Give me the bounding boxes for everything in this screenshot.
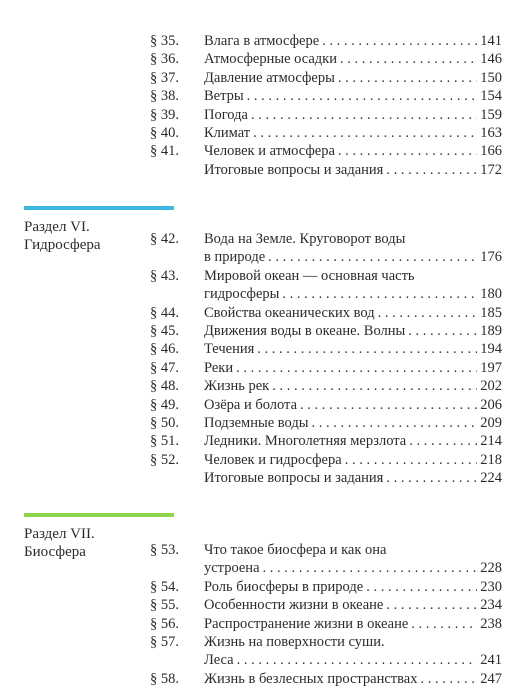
toc-entry <box>150 596 502 614</box>
paragraph-number: § 50. <box>150 415 179 432</box>
section-title: Гидросфера <box>24 237 101 253</box>
page-number: 150 <box>480 69 502 86</box>
paragraph-number: § 37. <box>150 69 179 86</box>
entry-title: Человек и гидросфера <box>204 451 342 468</box>
paragraph-number: § 53. <box>150 542 179 558</box>
entry-title: Человек и атмосфера <box>204 143 335 160</box>
dot-leader <box>408 322 477 340</box>
toc-entry <box>150 578 502 596</box>
toc-entry <box>150 396 502 414</box>
page-number: 234 <box>480 597 502 614</box>
page-number: 228 <box>480 560 502 577</box>
paragraph-number: § 46. <box>150 341 179 358</box>
dot-leader <box>338 142 477 160</box>
page-number: 241 <box>480 652 502 669</box>
page-number: 141 <box>480 33 502 49</box>
page-number: 214 <box>480 433 502 450</box>
entry-title: Жизнь на поверхности суши. <box>204 634 385 651</box>
entry-title: Атмосферные осадки <box>204 51 337 68</box>
dot-leader <box>257 340 477 358</box>
page-number: 172 <box>480 161 502 178</box>
dot-leader <box>378 304 478 322</box>
paragraph-number: § 58. <box>150 670 179 687</box>
toc-entry <box>150 32 502 50</box>
toc-entry <box>150 541 502 578</box>
page-number: 202 <box>480 378 502 395</box>
page-number: 230 <box>480 578 502 595</box>
toc-entry <box>150 304 502 322</box>
toc-entry <box>150 106 502 124</box>
toc-entry <box>150 340 502 358</box>
page-number: 197 <box>480 359 502 376</box>
entry-title: Движения воды в океане. Волны <box>204 323 406 340</box>
toc-entry <box>150 451 502 469</box>
entry-title: Жизнь рек <box>204 378 270 395</box>
entry-title: Течения <box>204 341 255 358</box>
dot-leader <box>311 414 477 432</box>
page-number: 247 <box>480 670 502 687</box>
page-number: 238 <box>480 615 502 632</box>
toc-entry <box>150 670 502 688</box>
dot-leader <box>247 87 478 105</box>
paragraph-number: § 42. <box>150 231 179 247</box>
page-number: 189 <box>480 323 502 340</box>
dot-leader <box>300 396 477 414</box>
paragraph-number: § 40. <box>150 125 179 142</box>
dot-leader <box>322 32 477 50</box>
dot-leader <box>236 359 477 377</box>
page-number: 154 <box>480 88 502 105</box>
page-number: 224 <box>480 470 502 487</box>
dot-leader <box>420 670 477 688</box>
paragraph-number: § 56. <box>150 615 179 632</box>
dot-leader <box>237 651 478 669</box>
dot-leader <box>340 50 477 68</box>
entry-title: Распространение жизни в океане <box>204 615 409 632</box>
page-number: 194 <box>480 341 502 358</box>
entry-title: Жизнь в безлесных пространствах <box>204 670 418 687</box>
section-accent-bar <box>24 206 174 210</box>
dot-leader <box>282 285 477 303</box>
paragraph-number: § 57. <box>150 634 179 651</box>
toc-entry <box>150 69 502 87</box>
paragraph-number: § 35. <box>150 33 179 49</box>
entry-title: Реки <box>204 359 234 376</box>
toc-entry <box>150 161 502 179</box>
toc-entry <box>150 230 502 267</box>
entry-title: Погода <box>204 106 248 123</box>
toc-entry <box>150 142 502 160</box>
entry-title: Климат <box>204 125 251 142</box>
paragraph-number: § 52. <box>150 451 179 468</box>
dot-leader <box>386 469 477 487</box>
toc-entry <box>150 50 502 68</box>
toc-entry <box>150 469 502 487</box>
page-number: 218 <box>480 451 502 468</box>
entry-title: Свойства океанических вод <box>204 304 375 321</box>
entry-title: Роль биосферы в природе <box>204 578 364 595</box>
entry-title: устроена <box>204 560 260 577</box>
entry-title: Мировой океан — основная часть <box>204 267 415 284</box>
page-number: 180 <box>480 286 502 303</box>
paragraph-number: § 36. <box>150 51 179 68</box>
entry-title: Особенности жизни в океане <box>204 597 384 614</box>
entry-title: Озёра и болота <box>204 396 298 413</box>
section-title: Биосфера <box>24 544 86 560</box>
page-number: 206 <box>480 396 502 413</box>
toc-entry <box>150 359 502 377</box>
dot-leader <box>409 432 477 450</box>
dot-leader <box>268 248 477 266</box>
toc-entry <box>150 633 502 670</box>
entry-title: в природе <box>204 249 266 266</box>
page-number: 146 <box>480 51 502 68</box>
toc-entry <box>150 377 502 395</box>
toc-entry <box>150 87 502 105</box>
page-number: 176 <box>480 249 502 266</box>
paragraph-number: § 41. <box>150 143 179 160</box>
entry-list <box>150 541 502 688</box>
dot-leader <box>366 578 477 596</box>
entry-list <box>150 32 502 179</box>
entry-list <box>150 230 502 488</box>
paragraph-number: § 45. <box>150 323 179 340</box>
dot-leader <box>338 69 477 87</box>
dot-leader <box>386 596 477 614</box>
dot-leader <box>386 161 477 179</box>
page-number: 209 <box>480 415 502 432</box>
entry-title: гидросферы <box>204 286 280 303</box>
entry-title: Что такое биосфера и как она <box>204 542 387 558</box>
paragraph-number: § 49. <box>150 396 179 413</box>
paragraph-number: § 51. <box>150 433 179 450</box>
toc-entry <box>150 322 502 340</box>
paragraph-number: § 55. <box>150 597 179 614</box>
dot-leader <box>253 124 477 142</box>
toc-entry <box>150 432 502 450</box>
page-number: 185 <box>480 304 502 321</box>
paragraph-number: § 43. <box>150 267 179 284</box>
paragraph-number: § 54. <box>150 578 179 595</box>
paragraph-number: § 39. <box>150 106 179 123</box>
entry-title: Ветры <box>204 88 244 105</box>
entry-title: Вода на Земле. Круговорот воды <box>204 231 406 247</box>
toc-entry <box>150 267 502 304</box>
entry-title: Итоговые вопросы и задания <box>204 470 384 487</box>
toc-entry <box>150 615 502 633</box>
entry-title: Влага в атмосфере <box>204 33 320 49</box>
section-number: Раздел VI. <box>24 219 90 235</box>
paragraph-number: § 48. <box>150 378 179 395</box>
toc-entry <box>150 414 502 432</box>
entry-title: Подземные воды <box>204 415 309 432</box>
section-accent-bar <box>24 513 174 517</box>
page-number: 166 <box>480 143 502 160</box>
paragraph-number: § 38. <box>150 88 179 105</box>
dot-leader <box>251 106 477 124</box>
paragraph-number: § 44. <box>150 304 179 321</box>
dot-leader <box>263 559 478 577</box>
entry-title: Ледники. Многолетняя мерзлота <box>204 433 407 450</box>
entry-title: Итоговые вопросы и задания <box>204 161 384 178</box>
dot-leader <box>345 451 478 469</box>
dot-leader <box>411 615 477 633</box>
entry-title: Леса <box>204 652 234 669</box>
page-number: 159 <box>480 106 502 123</box>
entry-title: Давление атмосферы <box>204 69 335 86</box>
section-number: Раздел VII. <box>24 526 95 542</box>
toc-entry <box>150 124 502 142</box>
paragraph-number: § 47. <box>150 359 179 376</box>
dot-leader <box>272 377 477 395</box>
page-number: 163 <box>480 125 502 142</box>
